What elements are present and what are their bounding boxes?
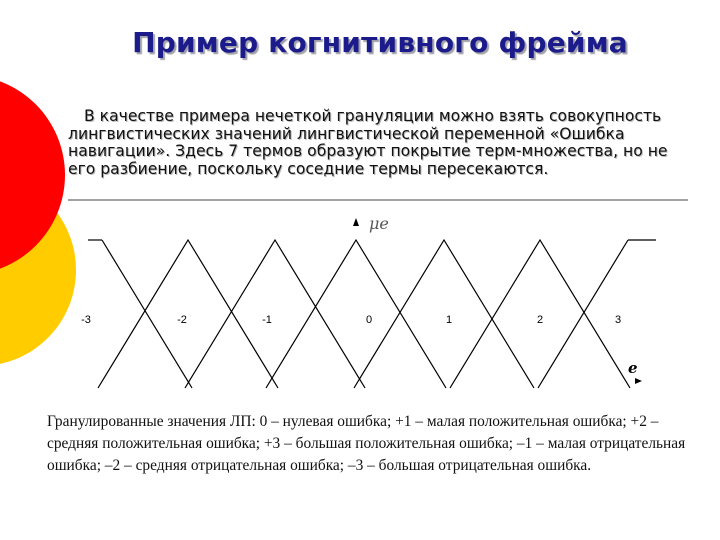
x-axis-label: e	[628, 359, 638, 377]
term-label: -2	[177, 314, 187, 326]
membership-triangle	[185, 240, 365, 388]
term-labels	[81, 314, 621, 326]
term-label: 0	[365, 314, 373, 326]
term-label: -3	[81, 314, 91, 326]
intro-paragraph: В качестве примера нечеткой грануляции можно взять совокупность лингвистических значений лингвистической переменной «Ошибка навигации». Здесь 7 термов образуют покрытие терм-множества, но не его разбиение, поскольку соседние термы пересекаются.	[68, 107, 668, 178]
term-label: 1	[445, 314, 453, 326]
y-axis-arrow	[353, 218, 359, 226]
slide-title: Пример когнитивного фрейма	[132, 26, 628, 59]
y-axis-label-mu: μe	[369, 214, 389, 233]
term-label: 2	[536, 314, 544, 326]
term-label: 3	[614, 314, 622, 326]
x-axis-arrow	[635, 378, 642, 384]
membership-triangle	[354, 240, 534, 388]
membership-triangle	[98, 240, 278, 388]
y-axis-label	[369, 214, 389, 233]
membership-triangle	[266, 240, 446, 388]
caption-paragraph: Гранулированные значения ЛП: 0 – нулевая ошибка; +1 – малая положительная ошибка; +2 – средняя положительная ошибка; +3 – большая положительная ошибка; –1 – малая отрицательная ошибка; –2 – средняя отрицательная ошибка; –3 – большая отрицательная ошибка.	[47, 413, 686, 474]
term-label: -1	[262, 314, 272, 326]
